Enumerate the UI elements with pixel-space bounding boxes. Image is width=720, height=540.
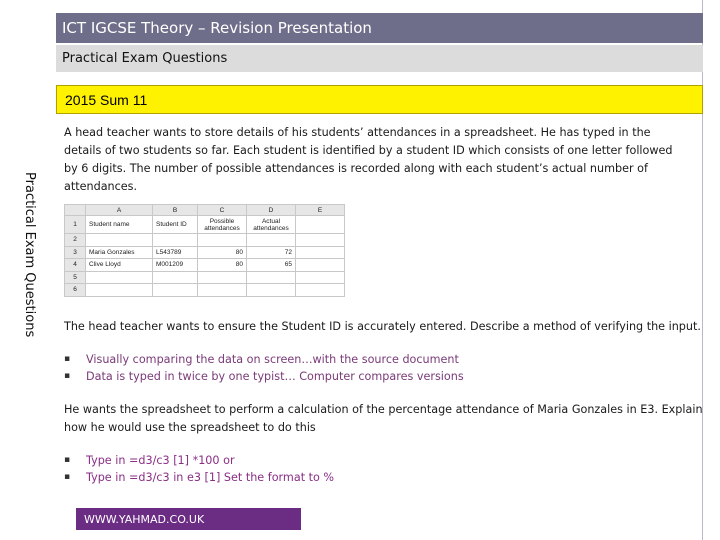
row-number: 3: [65, 246, 86, 259]
cell: [153, 234, 198, 247]
cell: Actual attendances: [247, 216, 296, 234]
exam-session-label: 2015 Sum 11: [65, 92, 148, 108]
percentage-answers: [64, 452, 334, 486]
row-number: 1: [65, 216, 86, 234]
subtitle-bar: [56, 45, 703, 72]
spreadsheet-row: [65, 259, 345, 272]
cell: 80: [198, 246, 247, 259]
cell: M001209: [153, 259, 198, 272]
cell: [296, 234, 345, 247]
spreadsheet-row: [65, 284, 345, 297]
question-percentage: He wants the spreadsheet to perform a calculation of the percentage attendance of Maria Gonzales in E3. Explain how he would use the spreadsheet to do this: [64, 403, 703, 434]
verification-answers: [64, 351, 464, 385]
corner-cell: [65, 205, 86, 216]
cell: [198, 284, 247, 297]
spreadsheet-row: [65, 246, 345, 259]
spreadsheet-row: [65, 234, 345, 247]
answer-item: ▪ Type in =d3/c3 [1] *100 or: [64, 452, 334, 469]
side-title-text: Practical Exam Questions: [22, 172, 37, 338]
cell: [153, 284, 198, 297]
answer-item: ▪ Visually comparing the data on screen…with the source document: [64, 351, 464, 368]
cell: [86, 284, 153, 297]
question-intro: A head teacher wants to store details of his students’ attendances in a spreadsheet. He has typed in the details of two students so far. Each student is identified by a student ID which consists of one letter followed by 6 digits. The number of possible attendances is recorded along with each student’s actual number of attendances.: [64, 126, 673, 193]
cell: 65: [247, 259, 296, 272]
answer-item: ▪ Data is typed in twice by one typist… Computer compares versions: [64, 368, 464, 385]
column-header: C: [198, 205, 247, 216]
spreadsheet-row: [65, 271, 345, 284]
row-number: 4: [65, 259, 86, 272]
question-verification: The head teacher wants to ensure the Student ID is accurately entered. Describe a method of verifying the input.: [64, 320, 701, 333]
column-header: B: [153, 205, 198, 216]
cell: [296, 271, 345, 284]
footer-website-link[interactable]: WWW.YAHMAD.CO.UK: [84, 513, 205, 526]
cell: Student name: [86, 216, 153, 234]
cell: 80: [198, 259, 247, 272]
footer-website-banner[interactable]: [76, 508, 301, 530]
cell: [296, 216, 345, 234]
cell: L543789: [153, 246, 198, 259]
cell: 72: [247, 246, 296, 259]
section-subtitle: Practical Exam Questions: [62, 51, 228, 66]
column-header: A: [86, 205, 153, 216]
cell: Student ID: [153, 216, 198, 234]
cell: Maria Gonzales: [86, 246, 153, 259]
right-divider: [702, 0, 703, 540]
cell: [247, 284, 296, 297]
cell: [153, 271, 198, 284]
answer-item: ▪ Type in =d3/c3 in e3 [1] Set the format to %: [64, 469, 334, 486]
cell: [247, 271, 296, 284]
cell: [296, 246, 345, 259]
row-number: 5: [65, 271, 86, 284]
row-number: 6: [65, 284, 86, 297]
presentation-title: ICT IGCSE Theory – Revision Presentation: [62, 19, 372, 37]
cell: [86, 234, 153, 247]
cell: [198, 234, 247, 247]
spreadsheet-header-row: [65, 205, 345, 216]
column-header: E: [296, 205, 345, 216]
column-header: D: [247, 205, 296, 216]
cell: Clive Lloyd: [86, 259, 153, 272]
title-bar: [56, 13, 703, 43]
cell: [296, 284, 345, 297]
cell: [296, 259, 345, 272]
spreadsheet-image: [64, 204, 345, 297]
spreadsheet-row: [65, 216, 345, 234]
cell: Possible attendances: [198, 216, 247, 234]
cell: [198, 271, 247, 284]
exam-session-badge: [56, 85, 703, 114]
cell: [247, 234, 296, 247]
vertical-side-title: [21, 172, 37, 352]
cell: [86, 271, 153, 284]
row-number: 2: [65, 234, 86, 247]
